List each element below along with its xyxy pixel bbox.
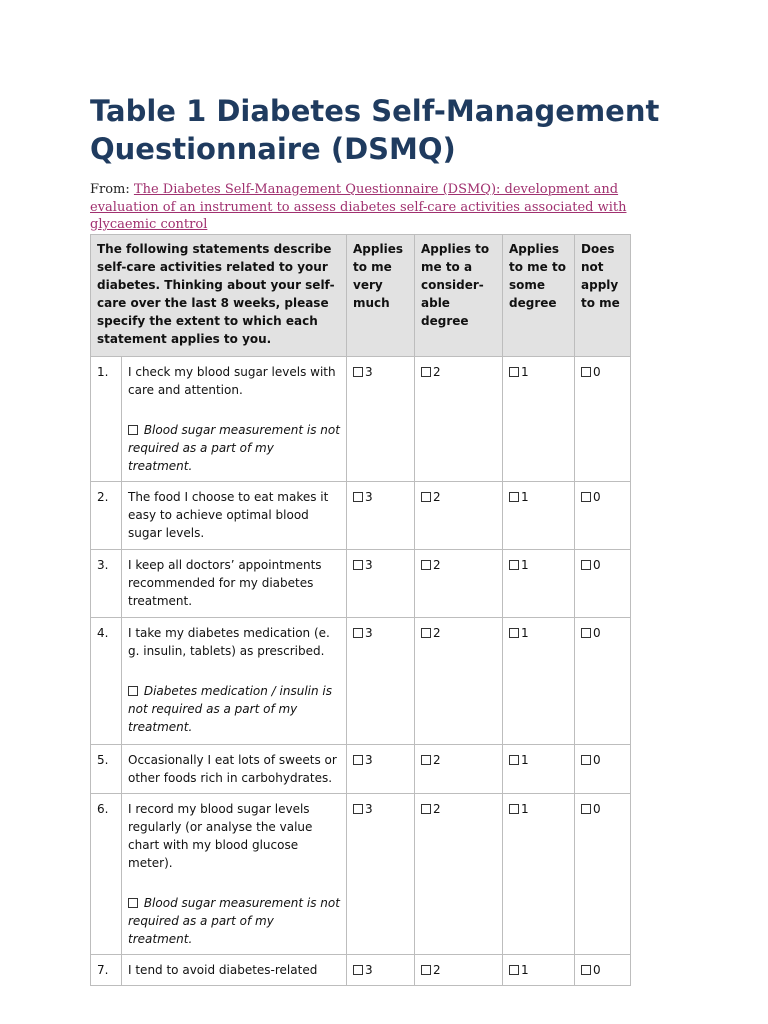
checkbox-icon[interactable] xyxy=(421,492,431,502)
item-number: 7. xyxy=(91,955,122,986)
option-value: 2 xyxy=(433,802,441,816)
option-value: 3 xyxy=(365,558,373,572)
option-value: 3 xyxy=(365,490,373,504)
header-applies-very-much: Applies to me very much xyxy=(347,235,415,357)
option-2[interactable] xyxy=(415,550,503,618)
option-value: 3 xyxy=(365,365,373,379)
source-link[interactable]: The Diabetes Self-Management Questionnaire (DSMQ): development and evaluation of an instrument to assess diabetes self-care activities associated with glycaemic control xyxy=(90,182,627,232)
table-row xyxy=(91,550,631,618)
checkbox-icon[interactable] xyxy=(581,804,591,814)
option-value: 1 xyxy=(521,753,529,767)
checkbox-icon[interactable] xyxy=(509,560,519,570)
checkbox-icon[interactable] xyxy=(581,492,591,502)
item-number: 2. xyxy=(91,482,122,550)
checkbox-icon[interactable] xyxy=(353,628,363,638)
option-3[interactable] xyxy=(347,955,415,986)
option-value: 1 xyxy=(521,963,529,977)
option-value: 0 xyxy=(593,558,601,572)
item-text: I record my blood sugar levels regularly (or analyse the value chart with my blood glucose meter). xyxy=(128,802,313,870)
option-3[interactable] xyxy=(347,794,415,955)
table-row xyxy=(91,955,631,986)
item-text: I check my blood sugar levels with care and attention. xyxy=(128,365,336,397)
option-1[interactable] xyxy=(503,618,575,745)
item-note xyxy=(128,894,340,948)
option-value: 1 xyxy=(521,365,529,379)
option-0[interactable] xyxy=(575,794,631,955)
item-text: Occasionally I eat lots of sweets or other foods rich in carbohydrates. xyxy=(128,753,337,785)
item-statement xyxy=(122,550,347,618)
checkbox-icon[interactable] xyxy=(509,628,519,638)
checkbox-icon[interactable] xyxy=(421,628,431,638)
option-value: 2 xyxy=(433,490,441,504)
option-value: 0 xyxy=(593,626,601,640)
option-2[interactable] xyxy=(415,745,503,794)
checkbox-icon[interactable] xyxy=(421,560,431,570)
option-0[interactable] xyxy=(575,745,631,794)
option-3[interactable] xyxy=(347,357,415,482)
option-value: 0 xyxy=(593,753,601,767)
table-row xyxy=(91,745,631,794)
item-number: 3. xyxy=(91,550,122,618)
option-0[interactable] xyxy=(575,482,631,550)
checkbox-icon[interactable] xyxy=(581,560,591,570)
item-text: I take my diabetes medication (e. g. insulin, tablets) as prescribed. xyxy=(128,626,330,658)
table-row xyxy=(91,357,631,482)
item-statement xyxy=(122,745,347,794)
checkbox-icon[interactable] xyxy=(353,804,363,814)
option-value: 1 xyxy=(521,802,529,816)
checkbox-icon[interactable] xyxy=(581,367,591,377)
checkbox-icon[interactable] xyxy=(353,755,363,765)
checkbox-icon[interactable] xyxy=(128,686,138,696)
checkbox-icon[interactable] xyxy=(353,492,363,502)
checkbox-icon[interactable] xyxy=(128,425,138,435)
option-value: 2 xyxy=(433,753,441,767)
option-2[interactable] xyxy=(415,482,503,550)
header-does-not-apply: Does not apply to me xyxy=(575,235,631,357)
option-value: 0 xyxy=(593,963,601,977)
item-statement xyxy=(122,357,347,482)
item-statement xyxy=(122,955,347,986)
item-statement xyxy=(122,618,347,745)
checkbox-icon[interactable] xyxy=(128,898,138,908)
option-value: 2 xyxy=(433,626,441,640)
option-1[interactable] xyxy=(503,482,575,550)
option-value: 3 xyxy=(365,963,373,977)
item-number: 6. xyxy=(91,794,122,955)
item-text: The food I choose to eat makes it easy to achieve optimal blood sugar levels. xyxy=(128,490,329,540)
option-0[interactable] xyxy=(575,618,631,745)
option-2[interactable] xyxy=(415,618,503,745)
option-3[interactable] xyxy=(347,550,415,618)
option-0[interactable] xyxy=(575,357,631,482)
option-value: 3 xyxy=(365,753,373,767)
option-2[interactable] xyxy=(415,955,503,986)
item-note-text: Blood sugar measurement is not required as a part of my treatment. xyxy=(128,423,340,473)
item-note-text: Diabetes medication / insulin is not required as a part of my treatment. xyxy=(128,684,333,734)
checkbox-icon[interactable] xyxy=(421,755,431,765)
item-note xyxy=(128,682,340,736)
checkbox-icon[interactable] xyxy=(581,965,591,975)
table-header-row xyxy=(91,235,631,357)
checkbox-icon[interactable] xyxy=(353,560,363,570)
item-number: 5. xyxy=(91,745,122,794)
option-value: 3 xyxy=(365,802,373,816)
option-value: 0 xyxy=(593,365,601,379)
option-1[interactable] xyxy=(503,550,575,618)
checkbox-icon[interactable] xyxy=(509,804,519,814)
dsmq-table xyxy=(90,234,631,986)
item-number: 1. xyxy=(91,357,122,482)
option-2[interactable] xyxy=(415,794,503,955)
option-value: 2 xyxy=(433,963,441,977)
option-3[interactable] xyxy=(347,482,415,550)
option-1[interactable] xyxy=(503,745,575,794)
header-applies-considerable: Applies to me to a consider-able degree xyxy=(415,235,503,357)
header-applies-some: Applies to me to some degree xyxy=(503,235,575,357)
option-value: 1 xyxy=(521,558,529,572)
table-row xyxy=(91,794,631,955)
checkbox-icon[interactable] xyxy=(509,492,519,502)
option-3[interactable] xyxy=(347,618,415,745)
option-value: 1 xyxy=(521,626,529,640)
item-statement xyxy=(122,794,347,955)
item-statement xyxy=(122,482,347,550)
table-row xyxy=(91,482,631,550)
option-value: 2 xyxy=(433,365,441,379)
option-0[interactable] xyxy=(575,955,631,986)
checkbox-icon[interactable] xyxy=(581,755,591,765)
option-1[interactable] xyxy=(503,357,575,482)
option-value: 1 xyxy=(521,490,529,504)
checkbox-icon[interactable] xyxy=(509,965,519,975)
page-title: Table 1 Diabetes Self-Management Questionnaire (DSMQ) xyxy=(90,94,660,166)
checkbox-icon[interactable] xyxy=(353,367,363,377)
checkbox-icon[interactable] xyxy=(509,755,519,765)
option-1[interactable] xyxy=(503,794,575,955)
item-text: I tend to avoid diabetes-related xyxy=(128,963,318,977)
option-1[interactable] xyxy=(503,955,575,986)
checkbox-icon[interactable] xyxy=(421,367,431,377)
checkbox-icon[interactable] xyxy=(421,804,431,814)
option-value: 2 xyxy=(433,558,441,572)
checkbox-icon[interactable] xyxy=(509,367,519,377)
option-3[interactable] xyxy=(347,745,415,794)
option-value: 0 xyxy=(593,490,601,504)
item-note xyxy=(128,421,340,475)
header-statement: The following statements describe self-care activities related to your diabetes. Thinking about your self-care over the last 8 weeks, please specify the extent to which each statement applies to you. xyxy=(91,235,347,357)
checkbox-icon[interactable] xyxy=(353,965,363,975)
option-0[interactable] xyxy=(575,550,631,618)
source-citation xyxy=(90,181,635,234)
option-2[interactable] xyxy=(415,357,503,482)
item-note-text: Blood sugar measurement is not required as a part of my treatment. xyxy=(128,896,340,946)
option-value: 3 xyxy=(365,626,373,640)
option-value: 0 xyxy=(593,802,601,816)
source-prefix: From: xyxy=(90,182,134,197)
checkbox-icon[interactable] xyxy=(581,628,591,638)
checkbox-icon[interactable] xyxy=(421,965,431,975)
item-text: I keep all doctors’ appointments recommended for my diabetes treatment. xyxy=(128,558,322,608)
item-number: 4. xyxy=(91,618,122,745)
table-row xyxy=(91,618,631,745)
